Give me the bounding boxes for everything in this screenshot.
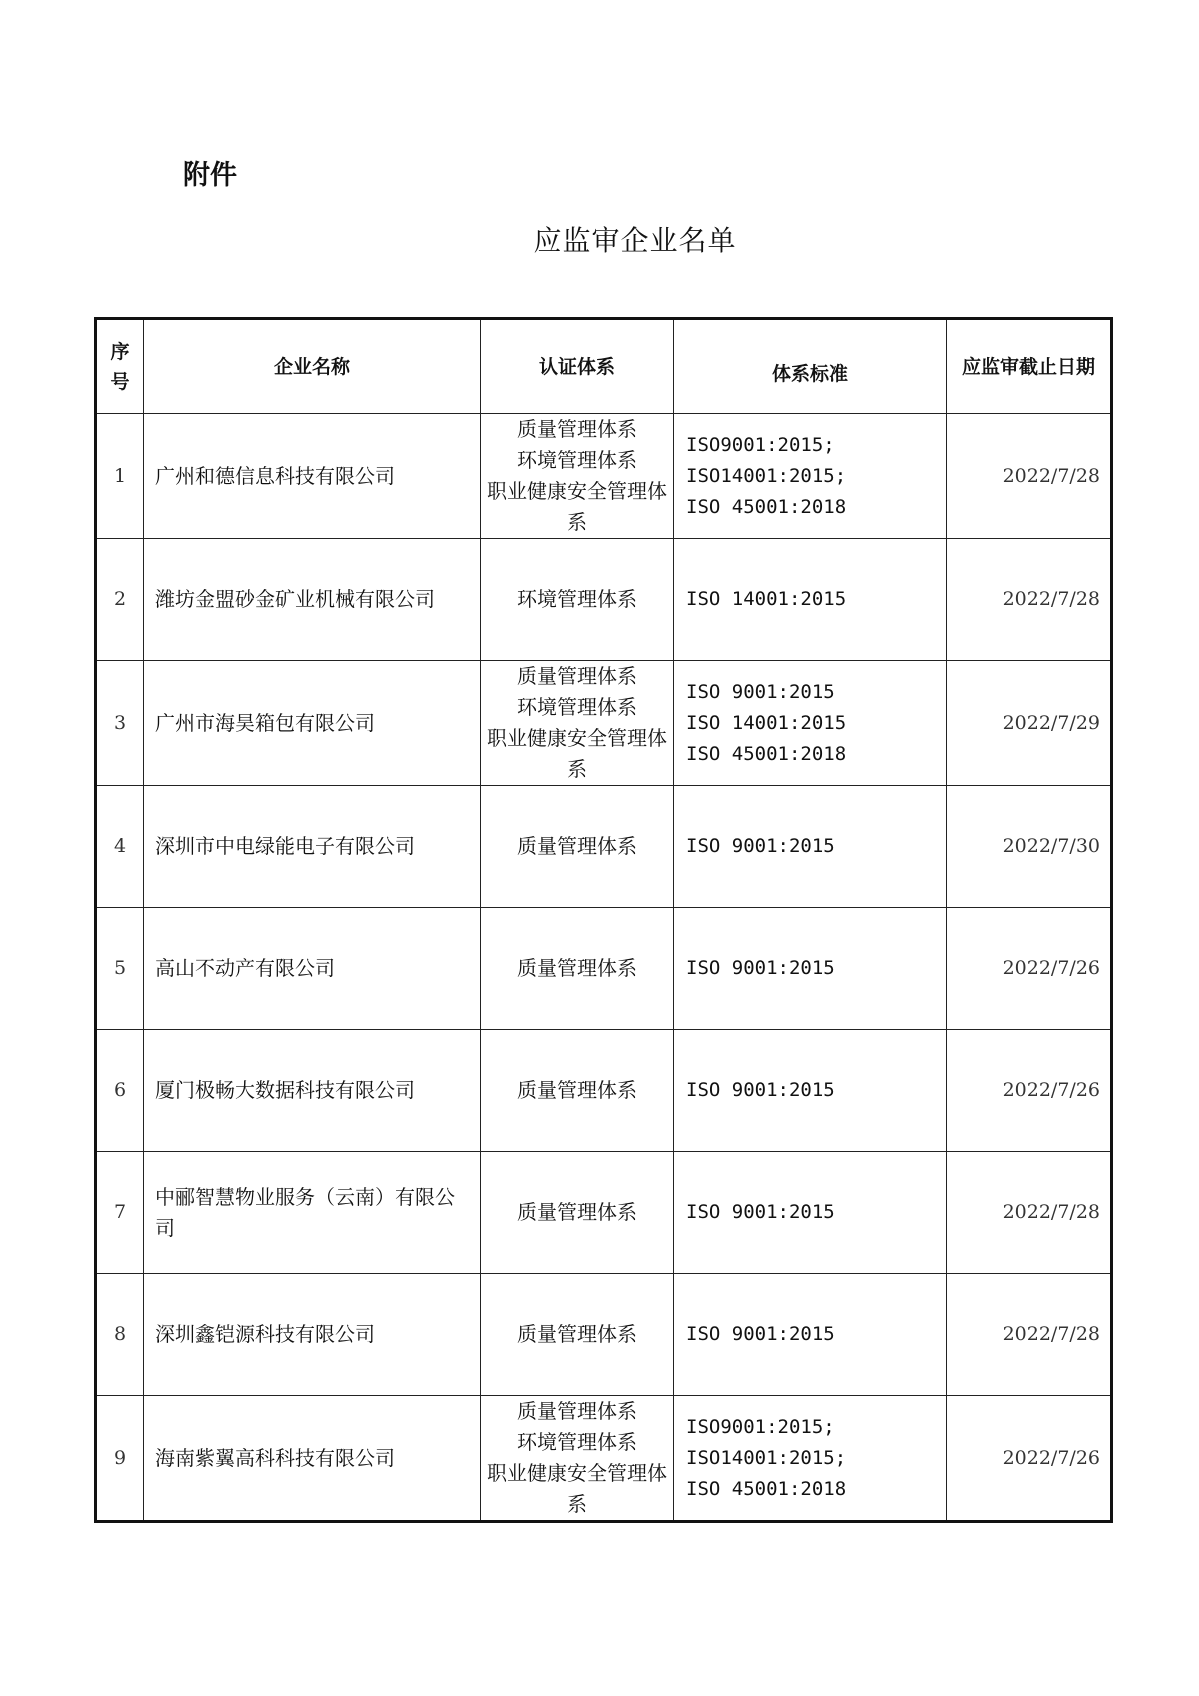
row-standards	[674, 908, 947, 1030]
row-company: 中郦智慧物业服务（云南）有限公司	[144, 1152, 481, 1274]
row-company: 广州市海昊箱包有限公司	[144, 661, 481, 786]
system-item: 质量管理体系	[517, 664, 637, 688]
header-seq	[96, 319, 144, 414]
attachment-label: 附件	[183, 160, 237, 191]
row-standards	[674, 786, 947, 908]
table-row	[96, 661, 1112, 786]
row-seq: 2	[96, 539, 144, 661]
table-row	[96, 1152, 1112, 1274]
enterprise-table	[94, 317, 1113, 1523]
table-row	[96, 414, 1112, 539]
row-deadline: 2022/7/28	[947, 1152, 1112, 1274]
system-item: 质量管理体系	[517, 956, 637, 980]
row-company: 厦门极畅大数据科技有限公司	[144, 1030, 481, 1152]
standard-item: ISO 9001:2015	[686, 1323, 835, 1345]
standard-item: ISO 45001:2018	[686, 742, 847, 765]
standard-item: ISO9001:2015;	[686, 433, 835, 456]
header-standard: 体系标准	[674, 319, 947, 414]
table-header-row	[96, 319, 1112, 414]
system-item: 职业健康安全管理体系	[487, 1461, 667, 1516]
system-item: 质量管理体系	[517, 1399, 637, 1423]
row-standards	[674, 539, 947, 661]
page-title: 应监审企业名单	[533, 224, 737, 257]
row-seq: 4	[96, 786, 144, 908]
row-deadline: 2022/7/29	[947, 661, 1112, 786]
row-company: 海南紫翼高科科技有限公司	[144, 1396, 481, 1522]
table-row	[96, 1030, 1112, 1152]
table-row	[96, 786, 1112, 908]
standard-item: ISO 9001:2015	[686, 1201, 835, 1223]
row-systems	[481, 414, 674, 539]
row-deadline: 2022/7/28	[947, 414, 1112, 539]
row-seq: 7	[96, 1152, 144, 1274]
row-deadline: 2022/7/26	[947, 1030, 1112, 1152]
standard-item: ISO14001:2015;	[686, 1446, 847, 1469]
standard-item: ISO 9001:2015	[686, 835, 835, 857]
row-seq: 6	[96, 1030, 144, 1152]
system-item: 环境管理体系	[517, 1430, 637, 1454]
standard-item: ISO 9001:2015	[686, 1079, 835, 1101]
row-seq: 9	[96, 1396, 144, 1522]
row-standards	[674, 1396, 947, 1522]
row-seq: 5	[96, 908, 144, 1030]
table-row	[96, 1274, 1112, 1396]
system-item: 质量管理体系	[517, 1200, 637, 1224]
row-company: 深圳鑫铠源科技有限公司	[144, 1274, 481, 1396]
system-item: 质量管理体系	[517, 417, 637, 441]
row-systems	[481, 1030, 674, 1152]
row-systems	[481, 1396, 674, 1522]
system-item: 环境管理体系	[517, 587, 637, 611]
system-item: 环境管理体系	[517, 695, 637, 719]
standard-item: ISO 45001:2018	[686, 1477, 847, 1500]
table-row	[96, 539, 1112, 661]
row-seq: 8	[96, 1274, 144, 1396]
header-seq-line1: 序	[110, 340, 130, 363]
row-deadline: 2022/7/28	[947, 539, 1112, 661]
system-item: 职业健康安全管理体系	[487, 726, 667, 781]
row-deadline: 2022/7/26	[947, 908, 1112, 1030]
standard-item: ISO14001:2015;	[686, 464, 847, 487]
system-item: 质量管理体系	[517, 1322, 637, 1346]
standard-item: ISO 14001:2015	[686, 711, 847, 734]
standard-item: ISO 45001:2018	[686, 495, 847, 518]
row-company: 深圳市中电绿能电子有限公司	[144, 786, 481, 908]
header-system: 认证体系	[481, 319, 674, 414]
row-company: 广州和德信息科技有限公司	[144, 414, 481, 539]
header-company: 企业名称	[144, 319, 481, 414]
row-deadline: 2022/7/28	[947, 1274, 1112, 1396]
standard-item: ISO 14001:2015	[686, 588, 847, 610]
standard-item: ISO 9001:2015	[686, 680, 835, 703]
row-systems	[481, 908, 674, 1030]
system-item: 质量管理体系	[517, 1078, 637, 1102]
standard-item: ISO9001:2015;	[686, 1415, 835, 1438]
row-systems	[481, 539, 674, 661]
row-company: 潍坊金盟砂金矿业机械有限公司	[144, 539, 481, 661]
standard-item: ISO 9001:2015	[686, 957, 835, 979]
row-deadline: 2022/7/30	[947, 786, 1112, 908]
system-item: 职业健康安全管理体系	[487, 479, 667, 534]
row-systems	[481, 786, 674, 908]
header-seq-line2: 号	[110, 370, 130, 393]
header-deadline: 应监审截止日期	[947, 319, 1112, 414]
row-standards	[674, 1274, 947, 1396]
row-systems	[481, 1152, 674, 1274]
row-company: 高山不动产有限公司	[144, 908, 481, 1030]
table-row	[96, 1396, 1112, 1522]
row-deadline: 2022/7/26	[947, 1396, 1112, 1522]
row-standards	[674, 661, 947, 786]
row-systems	[481, 1274, 674, 1396]
row-standards	[674, 1152, 947, 1274]
system-item: 质量管理体系	[517, 834, 637, 858]
row-seq: 1	[96, 414, 144, 539]
row-systems	[481, 661, 674, 786]
row-standards	[674, 1030, 947, 1152]
table-row	[96, 908, 1112, 1030]
row-standards	[674, 414, 947, 539]
row-seq: 3	[96, 661, 144, 786]
table-body	[96, 414, 1112, 1522]
system-item: 环境管理体系	[517, 448, 637, 472]
